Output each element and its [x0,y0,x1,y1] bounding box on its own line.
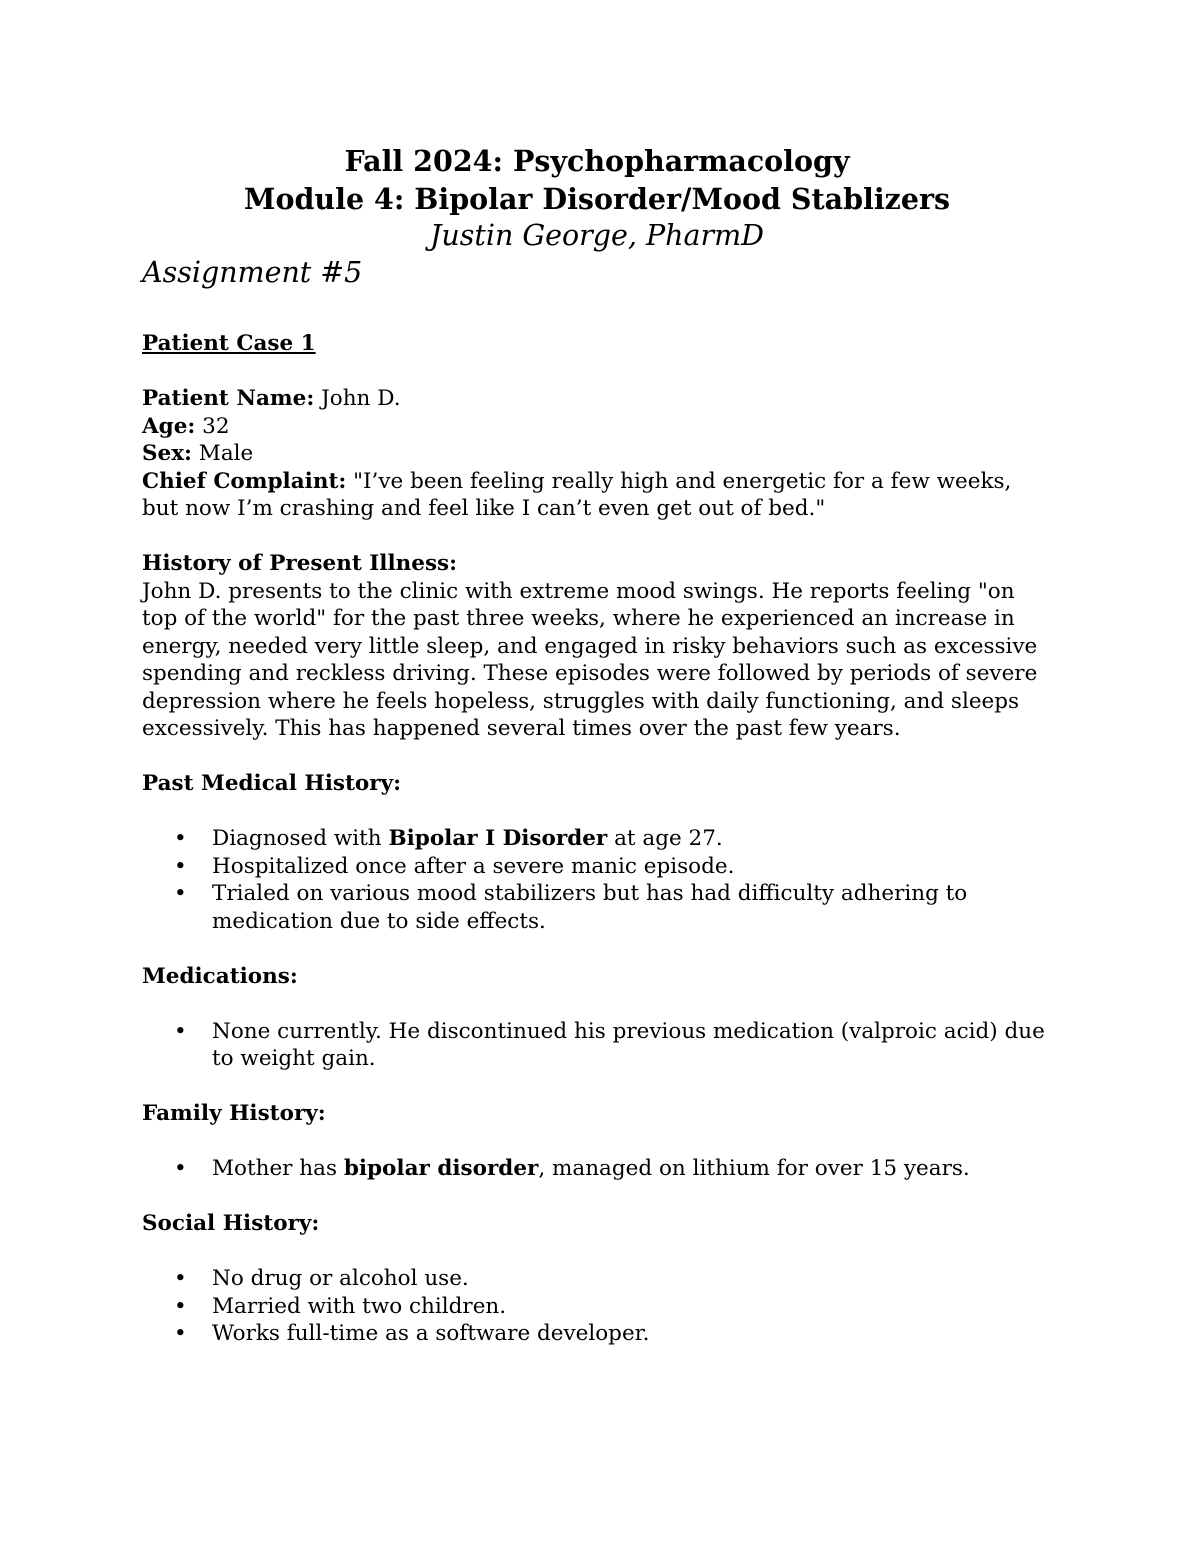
social-history-heading: Social History: [142,1211,320,1236]
chief-complaint-line [142,468,1052,523]
list-item [142,1293,1062,1321]
bullet-icon: • [174,1321,187,1346]
list-item [142,1018,1062,1073]
bullet-icon: • [174,881,187,906]
bullet-icon: • [174,1018,187,1044]
family-history-heading: Family History: [142,1101,326,1126]
list-item [142,853,1062,881]
list-item-text: Mother has [212,1156,344,1181]
bullet-icon: • [174,826,187,851]
list-item-emphasis: bipolar disorder [343,1156,539,1181]
chief-complaint-value: "I’ve been feeling really high and energetic for a few weeks, but now I’m crashing and feel like I can’t even get out of bed." [142,468,1012,521]
sex-line [142,440,1062,468]
title-block [132,142,1062,254]
bullet-icon: • [174,853,187,879]
list-item [142,1320,1062,1348]
document-page [142,142,1062,1348]
list-item [142,1155,1062,1183]
social-history-list [142,1265,1062,1348]
list-item-text-end: , managed on lithium for over 15 years. [538,1156,970,1181]
list-item-text: Works full-time as a software developer. [212,1321,650,1346]
list-item-text: No drug or alcohol use. [212,1266,469,1291]
bullet-icon: • [174,1293,187,1319]
sex-label: Sex: [142,441,192,466]
hpi-heading: History of Present Illness: [142,551,458,576]
bullet-icon: • [174,1156,187,1181]
sex-value: Male [191,441,254,466]
list-item-text: Hospitalized once after a severe manic episode. [212,853,735,879]
chief-complaint-label: Chief Complaint: [142,468,347,494]
medications-list [142,1018,1062,1073]
list-item-text: None currently. He discontinued his previous medication (valproic acid) due to weight gain. [212,1018,1045,1071]
patient-name-label: Patient Name: [142,386,315,411]
bullet-icon: • [174,1266,187,1291]
list-item-text-end: at age 27. [607,826,723,851]
list-item-emphasis: Bipolar I Disorder [388,826,608,851]
list-item-text: Diagnosed with [212,826,389,851]
author-line: Justin George, PharmD [429,219,765,252]
hpi-text: John D. presents to the clinic with extreme mood swings. He reports feeling "on top of the world" for the past three weeks, where he experienced an increase in energy, needed very little sleep, and engaged in risky behaviors such as excessive spending and reckless driving. These episodes were followed by periods of severe depression where he feels hopeless, struggles with daily functioning, and sleeps excessively. This has happened several times over the past few years. [142,578,1038,741]
patient-fields [142,385,1062,523]
assignment-title: Assignment #5 [142,256,363,289]
pmh-heading: Past Medical History: [142,771,402,796]
list-item [142,825,1062,853]
age-value: 32 [195,413,230,439]
list-item-text: Trialed on various mood stabilizers but has had difficulty adhering to medication due to side effects. [212,881,968,934]
case-title: Patient Case 1 [142,331,316,356]
age-label: Age: [142,413,196,439]
list-item-text: Married with two children. [212,1293,507,1319]
pmh-list [142,825,1062,935]
patient-name-line [142,385,1062,413]
module-title: Module 4: Bipolar Disorder/Mood Stablizers [243,182,951,216]
patient-name-value: John D. [314,386,401,411]
medications-heading: Medications: [142,963,298,989]
list-item [142,880,1062,935]
case-body [142,330,1062,1348]
list-item [142,1265,1062,1293]
course-title: Fall 2024: Psychopharmacology [344,144,850,178]
age-line [142,413,1062,441]
family-history-list [142,1155,1062,1183]
